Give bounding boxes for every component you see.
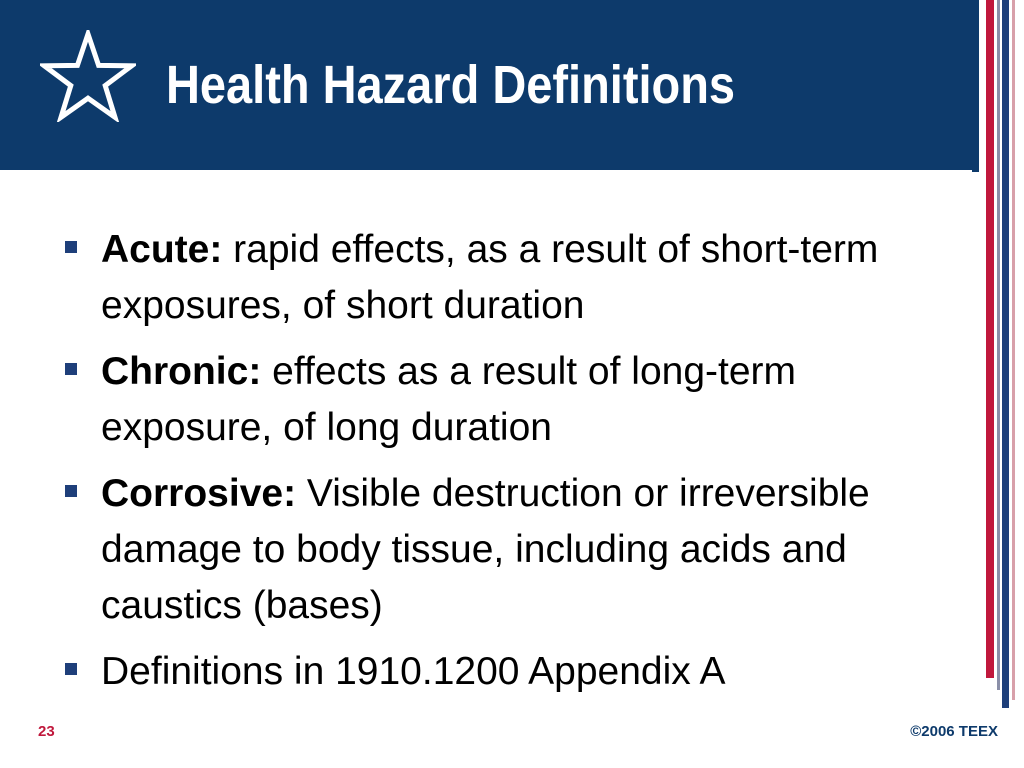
bullet-acute <box>62 222 942 334</box>
square-bullet-icon <box>65 363 77 375</box>
bullet-text: effects as a result of long-term exposure, of long duration <box>101 350 797 449</box>
square-bullet-icon <box>65 663 77 675</box>
bullet-corrosive <box>62 466 942 634</box>
bullet-term: Chronic: <box>101 350 262 393</box>
square-bullet-icon <box>65 241 77 253</box>
flag-stripes-decoration <box>972 0 1024 710</box>
slide-header <box>0 0 972 170</box>
bullet-term: Corrosive: <box>101 472 297 515</box>
bullet-text: Definitions in 1910.1200 Appendix A <box>101 650 726 693</box>
definitions-list <box>62 222 942 710</box>
page-number: 23 <box>38 723 55 740</box>
bullet-text: Visible destruction or irreversible damage to body tissue, including acids and caustics (bases) <box>101 472 870 627</box>
slide-title: Health Hazard Definitions <box>166 55 736 115</box>
bullet-chronic <box>62 344 942 456</box>
star-outline-icon <box>40 30 136 122</box>
bullet-text: rapid effects, as a result of short-term exposures, of short duration <box>101 228 879 327</box>
bullet-definitions-reference <box>62 644 942 700</box>
square-bullet-icon <box>65 485 77 497</box>
copyright-notice: ©2006 TEEX <box>910 723 998 740</box>
bullet-term: Acute: <box>101 228 223 271</box>
